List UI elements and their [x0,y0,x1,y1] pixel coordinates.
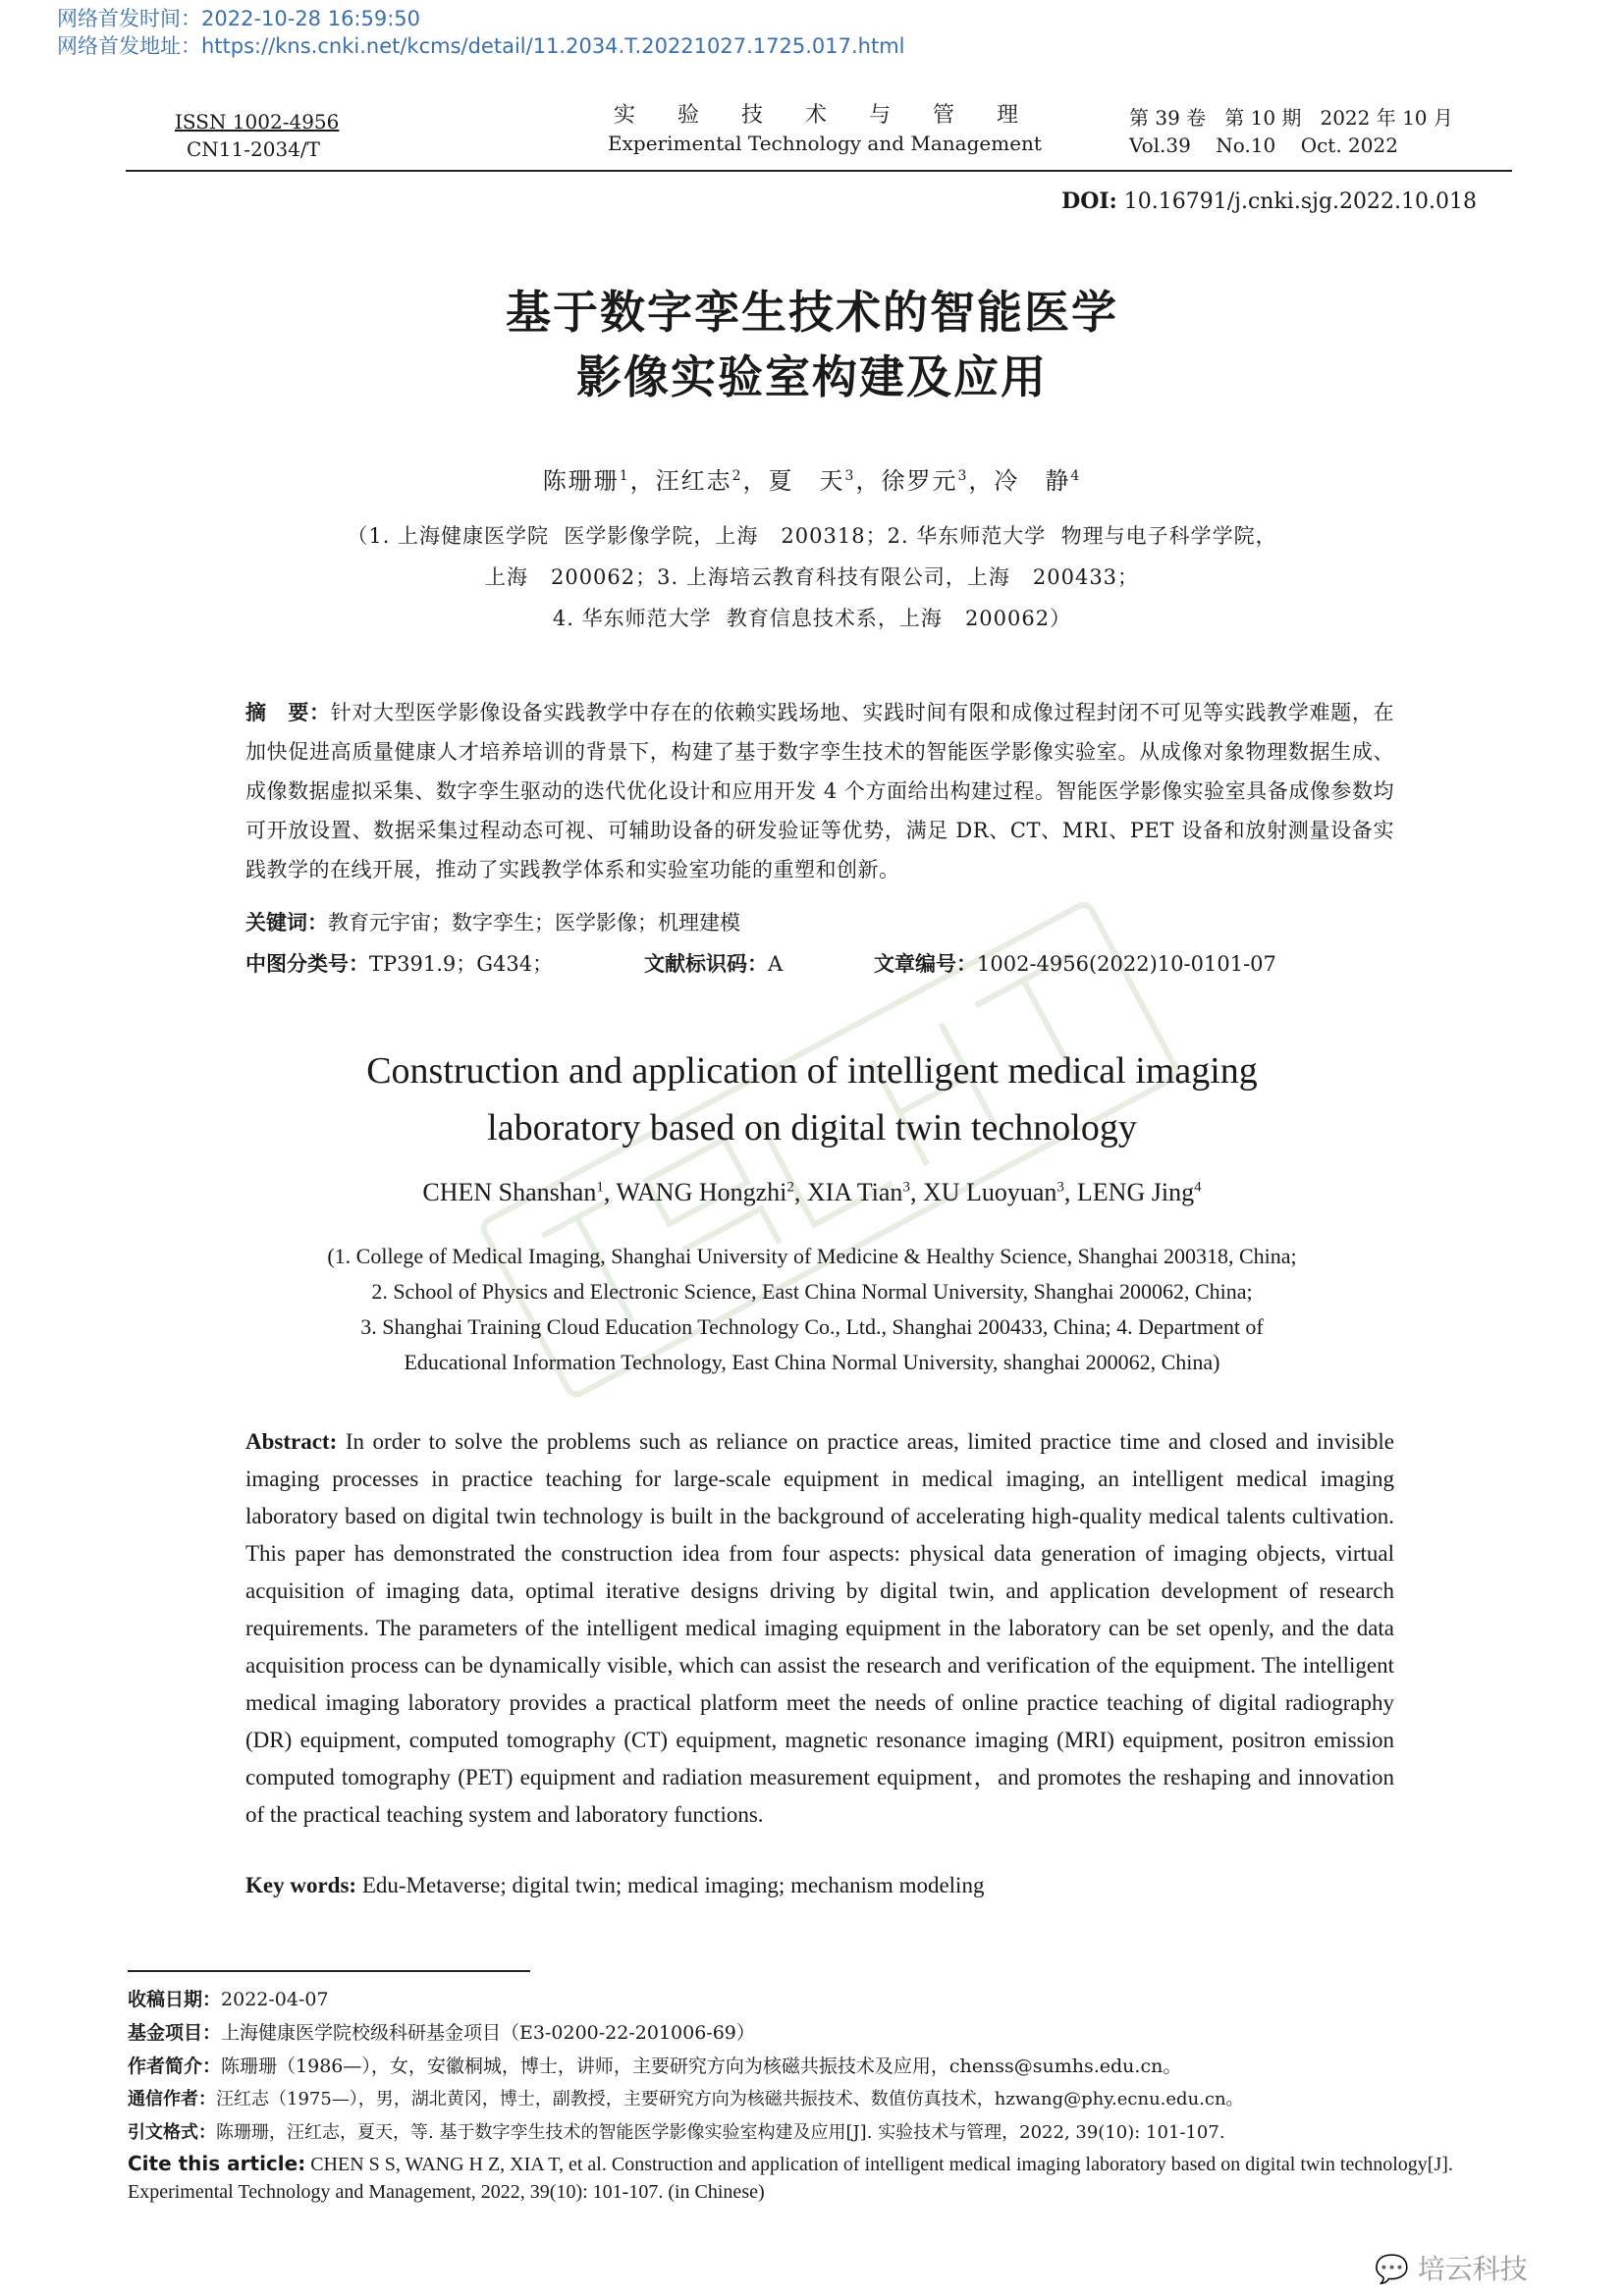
abstract-cn-label: 摘 要： [245,701,331,724]
author-cn: 汪红志 [655,467,732,495]
author-en: LENG Jing [1076,1178,1195,1206]
issn: ISSN 1002-4956 [175,110,340,133]
title-en-line1: Construction and application of intelligent medical imaging [366,1050,1258,1092]
author-cn: 陈珊珊 [542,467,620,495]
citation-en: Cite this article: CHEN S S, WANG H Z, XIA T, et al. Construction and application of intelligent medical imaging laboratory based on digital twin technology[J]. Experimental Technology and Management, 2022, 39(10): 101-107. (in Chinese) [128,2152,1453,2203]
affiliation-line: 上海 200062；3. 上海培云教育科技有限公司，上海 200433； [484,565,1140,589]
author-en: CHEN Shanshan [422,1178,597,1206]
abstract-en-label: Abstract: [245,1429,338,1454]
affiliation-line: 3. Shanghai Training Cloud Education Technology Co., Ltd., Shanghai 200433, China; 4. Department of [360,1314,1264,1339]
abstract-en-text: In order to solve the problems such as reliance on practice areas, limited practice time and closed and invisible imaging processes in practice teaching for large-scale equipment in medical imaging, an intelligent medical imaging laboratory based on digital twin technology is built in the background of accelerating high-quality medical talents cultivation. This paper has demonstrated the construction idea from four aspects: physical data generation of imaging objects, virtual acquisition of imaging data, optimal iterative designs driving by digital twin, and application development of research requirements. The parameters of the intelligent medical imaging equipment in the laboratory can be set openly, and the data acquisition process can be dynamically visible, which can assist the research and verification of the equipment. The intelligent medical imaging laboratory provides a practical platform meet the needs of online practice teaching of digital radiography (DR) equipment, computed tomography (CT) equipment, magnetic resonance imaging (MRI) equipment, positron emission computed tomography (PET) equipment and radiation measurement equipment，and promotes the reshaping and innovation of the practical teaching system and laboratory functions. [245,1429,1394,1827]
authors-cn: 陈珊珊$^1$，汪红志$^2$，夏 天$^3$，徐罗元$^3$，冷 静$^4$ [542,467,1082,495]
classification-line [245,944,1394,984]
keywords-en-text: Edu-Metaverse; digital twin; medical imaging; mechanism modeling [356,1873,985,1897]
title-en-line2: laboratory based on digital twin technology [487,1107,1137,1148]
keywords-cn-text: 教育元宇宙；数字孪生；医学影像；机理建模 [328,911,740,934]
footnotes [128,1983,1522,2206]
keywords-cn: 关键词：教育元宇宙；数字孪生；医学影像；机理建模 [245,911,740,934]
header-rule [126,170,1512,172]
doi-value[interactable]: 10.16791/j.cnki.sjg.2022.10.018 [1116,189,1477,214]
affiliation-line: （1. 上海健康医学院 医学影像学院，上海 200318；2. 华东师范大学 物理与电子科学学院， [347,524,1277,548]
journal-name-cn: 实 验 技 术 与 管 理 [614,103,1036,128]
cn-number: CN11-2034/T [187,137,320,161]
affiliation-line: 2. School of Physics and Electronic Science, East China Normal University, Shanghai 200062, China; [371,1279,1253,1304]
affiliation-line: Educational Information Technology, East China Normal University, shanghai 200062, China) [404,1350,1220,1374]
authors-en: CHEN Shanshan$^1$, WANG Hongzhi$^2$, XIA Tian$^3$, XU Luoyuan$^3$, LENG Jing$^4$ [422,1178,1202,1206]
abstract-en [245,1423,1394,1834]
author-en: XU Luoyuan [922,1178,1057,1206]
received-date: 收稿日期：2022-04-07 [128,1989,329,2010]
article-number: 文章编号：1002-4956(2022)10-0101-07 [874,952,1276,976]
journal-name-block [569,102,1080,157]
keywords-en: Key words: Edu-Metaverse; digital twin; medical imaging; mechanism modeling [245,1873,985,1897]
citation-cn: 引文格式：陈珊珊，汪红志，夏天，等. 基于数字孪生技术的智能医学影像实验室构建及应用[J]. 实验技术与管理，2022, 39(10): 101-107. [128,2122,1225,2143]
author-cn: 冷 静 [994,467,1071,495]
author-cn: 夏 天 [768,467,845,495]
clc-number: 中图分类号：TP391.9；G434； [245,952,554,976]
network-pub-address: 网络首发地址：https://kns.cnki.net/kcms/detail/11.2034.T.20221027.1725.017.html [57,34,905,58]
wechat-watermark: 💬 培云科技 [1375,2253,1528,2285]
title-cn-line2: 影像实验室构建及应用 [576,350,1048,403]
journal-issn-block [175,108,340,163]
doi: DOI: 10.16791/j.cnki.sjg.2022.10.018 [1061,188,1477,214]
footnote-rule [128,1970,530,1972]
author-en: WANG Hongzhi [616,1178,787,1206]
journal-volume-block [1129,104,1453,159]
volume-cn: 第 39 卷 第 10 期 2022 年 10 月 [1129,106,1453,130]
author-bio: 作者简介：陈珊珊（1986—），女，安徽桐城，博士，讲师，主要研究方向为核磁共振技术及应用，chenss@sumhs.edu.cn。 [128,2056,1182,2077]
volume-en: Vol.39 No.10 Oct. 2022 [1129,133,1398,157]
affiliations-cn [0,515,1624,639]
author-en: XIA Tian [806,1178,903,1206]
doc-code: 文献标识码：A [644,952,784,976]
affiliation-line: 4. 华东师范大学 教育信息技术系，上海 200062） [552,607,1072,630]
author-cn: 徐罗元 [881,467,958,495]
title-cn-line1: 基于数字孪生技术的智能医学 [506,286,1118,339]
wechat-icon: 💬 [1375,2253,1409,2285]
pub-address-link[interactable]: https://kns.cnki.net/kcms/detail/11.2034.T.20221027.1725.017.html [201,34,905,58]
network-pub-time: 网络首发时间：2022-10-28 16:59:50 [57,7,421,30]
fund-project: 基金项目：上海健康医学院校级科研基金项目（E3-0200-22-201006-69） [128,2022,755,2044]
affiliations-en [0,1239,1624,1380]
abstract-cn [245,693,1394,889]
corresponding-author: 通信作者：汪红志（1975—），男，湖北黄冈，博士，副教授，主要研究方向为核磁共振技术、数值仿真技术，hzwang@phy.ecnu.edu.cn。 [128,2089,1244,2109]
abstract-cn-text: 针对大型医学影像设备实践教学中存在的依赖实践场地、实践时间有限和成像过程封闭不可见等实践教学难题，在加快促进高质量健康人才培养培训的背景下，构建了基于数字孪生技术的智能医学影像实验室。从成像对象物理数据生成、成像数据虚拟采集、数字孪生驱动的迭代优化设计和应用开发 4 个方面给出构建过程。智能医学影像实验室具备成像参数均可开放设置、数据采集过程动态可视、可辅助设备的研发验证等优势，满足 DR、CT、MRI、PET 设备和放射测量设备实践教学的在线开展，推动了实践教学体系和实验室功能的重塑和创新。 [245,701,1395,881]
affiliation-line: (1. College of Medical Imaging, Shanghai University of Medicine & Healthy Science, Shanghai 200318, China; [327,1244,1297,1268]
title-en [0,1042,1624,1156]
title-cn [0,280,1624,409]
journal-name-en: Experimental Technology and Management [608,132,1042,155]
